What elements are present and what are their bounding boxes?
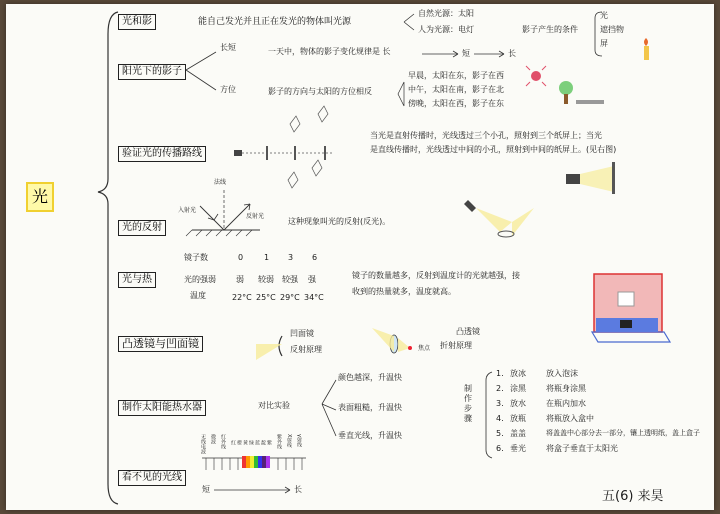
spectrum-label: 红外线 <box>220 434 226 449</box>
branch-direction: 方位 <box>220 85 236 94</box>
step-number: 2. <box>496 384 504 393</box>
student-signature: 五(6) 来昊 <box>602 489 664 504</box>
mirror-count: 6 <box>312 253 318 262</box>
mirror-count: 3 <box>288 253 294 262</box>
section-title-light-shadow: 光和影 <box>118 14 156 30</box>
condition-item: 光 <box>600 11 608 20</box>
spectrum-label: 微波 <box>210 434 216 444</box>
section-title-light-path: 验证光的传播路线 <box>118 146 206 162</box>
time-rule: 傍晚，太阳在西，影子在东 <box>408 99 504 108</box>
spectrum-label: 蓝 <box>254 440 260 445</box>
strength-value: 强 <box>308 275 316 284</box>
experiment-result: 颜色越深，升温快 <box>338 373 402 382</box>
spectrum-label: 紫 <box>266 440 272 445</box>
mirror-count: 1 <box>264 253 270 262</box>
section-title-light-heat: 光与热 <box>118 272 156 288</box>
section-title-solar-heater: 制作太阳能热水器 <box>118 400 206 416</box>
experiment-result: 表面粗糙，升温快 <box>338 403 402 412</box>
convex-lens-label: 凸透镜 <box>456 327 480 336</box>
strength-value: 较弱 <box>258 275 274 284</box>
focus-label: 焦点 <box>418 345 431 352</box>
step-name: 放水 <box>510 399 526 408</box>
strength-value: 较强 <box>282 275 298 284</box>
wavelength-long: 长 <box>294 485 302 494</box>
section-title-invisible-light: 看不见的光线 <box>118 470 186 486</box>
length-rule: 一天中，物体的影子变化规律是 长 <box>268 47 391 56</box>
strength-value: 弱 <box>236 275 244 284</box>
step-name: 盖盖 <box>510 429 526 438</box>
concave-mirror-principle: 反射原理 <box>290 345 322 354</box>
temperature-value: 29°C <box>280 293 300 302</box>
comparison-experiment: 对比实验 <box>258 401 290 410</box>
light-path-desc-line1: 当光是直射传播时，光线透过三个小孔，照射到三个纸屏上；当光 <box>370 131 602 140</box>
condition-item: 屏 <box>600 39 608 48</box>
spectrum-label: X射线 <box>286 434 292 448</box>
reflected-light-label: 反射光 <box>246 213 265 220</box>
step-detail: 在瓶内加水 <box>546 399 586 408</box>
steps-label: 制作步骤 <box>464 384 472 423</box>
step-number: 6. <box>496 444 504 453</box>
step-number: 5. <box>496 429 504 438</box>
spectrum-label: 红 <box>230 440 236 445</box>
short-label: 短 <box>462 49 470 58</box>
step-name: 垂光 <box>510 444 526 453</box>
spectrum-label: 橙 <box>236 440 242 445</box>
long-label: 长 <box>508 49 516 58</box>
direction-rule: 影子的方向与太阳的方位相反 <box>268 87 372 96</box>
spectrum-label: 靛 <box>260 440 266 445</box>
section-title-reflection: 光的反射 <box>118 220 166 236</box>
incident-light-label: 入射光 <box>178 207 197 214</box>
step-name: 涂黑 <box>510 384 526 393</box>
natural-light-source: 自然光源：太阳 <box>418 9 474 18</box>
strength-label: 光的强弱 <box>184 275 216 284</box>
experiment-result: 垂直光线，升温快 <box>338 431 402 440</box>
step-name: 放瓶 <box>510 414 526 423</box>
convex-lens-principle: 折射原理 <box>440 341 472 350</box>
step-detail: 将瓶身涂黑 <box>546 384 586 393</box>
step-detail: 放入泡沫 <box>546 369 578 378</box>
normal-line-label: 法线 <box>214 179 227 186</box>
condition-item: 遮挡物 <box>600 25 624 34</box>
section-title-shadow-sun: 阳光下的影子 <box>118 64 186 80</box>
temperature-value: 34°C <box>304 293 324 302</box>
light-heat-desc-line2: 收到的热量就多，温度就高。 <box>352 287 456 296</box>
time-rule: 中午，太阳在南，影子在北 <box>408 85 504 94</box>
light-heat-desc-line1: 镜子的数量越多，反射到温度计的光就越强，接 <box>352 271 520 280</box>
reflection-desc: 这种现象叫光的反射(反光)。 <box>288 217 391 226</box>
temperature-label: 温度 <box>190 291 206 300</box>
wavelength-short: 短 <box>202 485 210 494</box>
time-rule: 早晨，太阳在东，影子在西 <box>408 71 504 80</box>
spectrum-label: 无线电波 <box>200 434 206 454</box>
temperature-value: 22°C <box>232 293 252 302</box>
step-detail: 将瓶放入盒中 <box>546 414 594 423</box>
artificial-light-source: 人为光源：电灯 <box>418 25 474 34</box>
section-title-lens-mirror: 凸透镜与凹面镜 <box>118 336 203 352</box>
temperature-value: 25°C <box>256 293 276 302</box>
step-number: 4. <box>496 414 504 423</box>
mirror-count: 0 <box>238 253 244 262</box>
branch-length: 长短 <box>220 43 236 52</box>
spectrum-label: 紫外线 <box>276 434 282 449</box>
step-number: 1. <box>496 369 504 378</box>
step-detail: 将盒子垂直于太阳光 <box>546 444 618 453</box>
light-source-definition: 能自己发光并且正在发光的物体叫光源 <box>198 17 352 27</box>
spectrum-label: γ射线 <box>296 434 302 447</box>
spectrum-label: 黄 <box>242 440 248 445</box>
light-path-desc-line2: 是直线传播时，光线透过中间的小孔，照射到中间的纸屏上。(见右图) <box>370 145 617 154</box>
step-detail: 将盖盖中心部分去一部分，镶上透明纸，盖上盒子 <box>546 429 700 437</box>
center-title: 光 <box>26 182 54 212</box>
concave-mirror-label: 凹面镜 <box>290 329 314 338</box>
spectrum-label: 绿 <box>248 440 254 445</box>
step-name: 放冰 <box>510 369 526 378</box>
mind-map-paper <box>6 4 714 510</box>
step-number: 3. <box>496 399 504 408</box>
shadow-condition-label: 影子产生的条件 <box>522 25 578 34</box>
mirror-count-label: 镜子数 <box>184 253 208 262</box>
